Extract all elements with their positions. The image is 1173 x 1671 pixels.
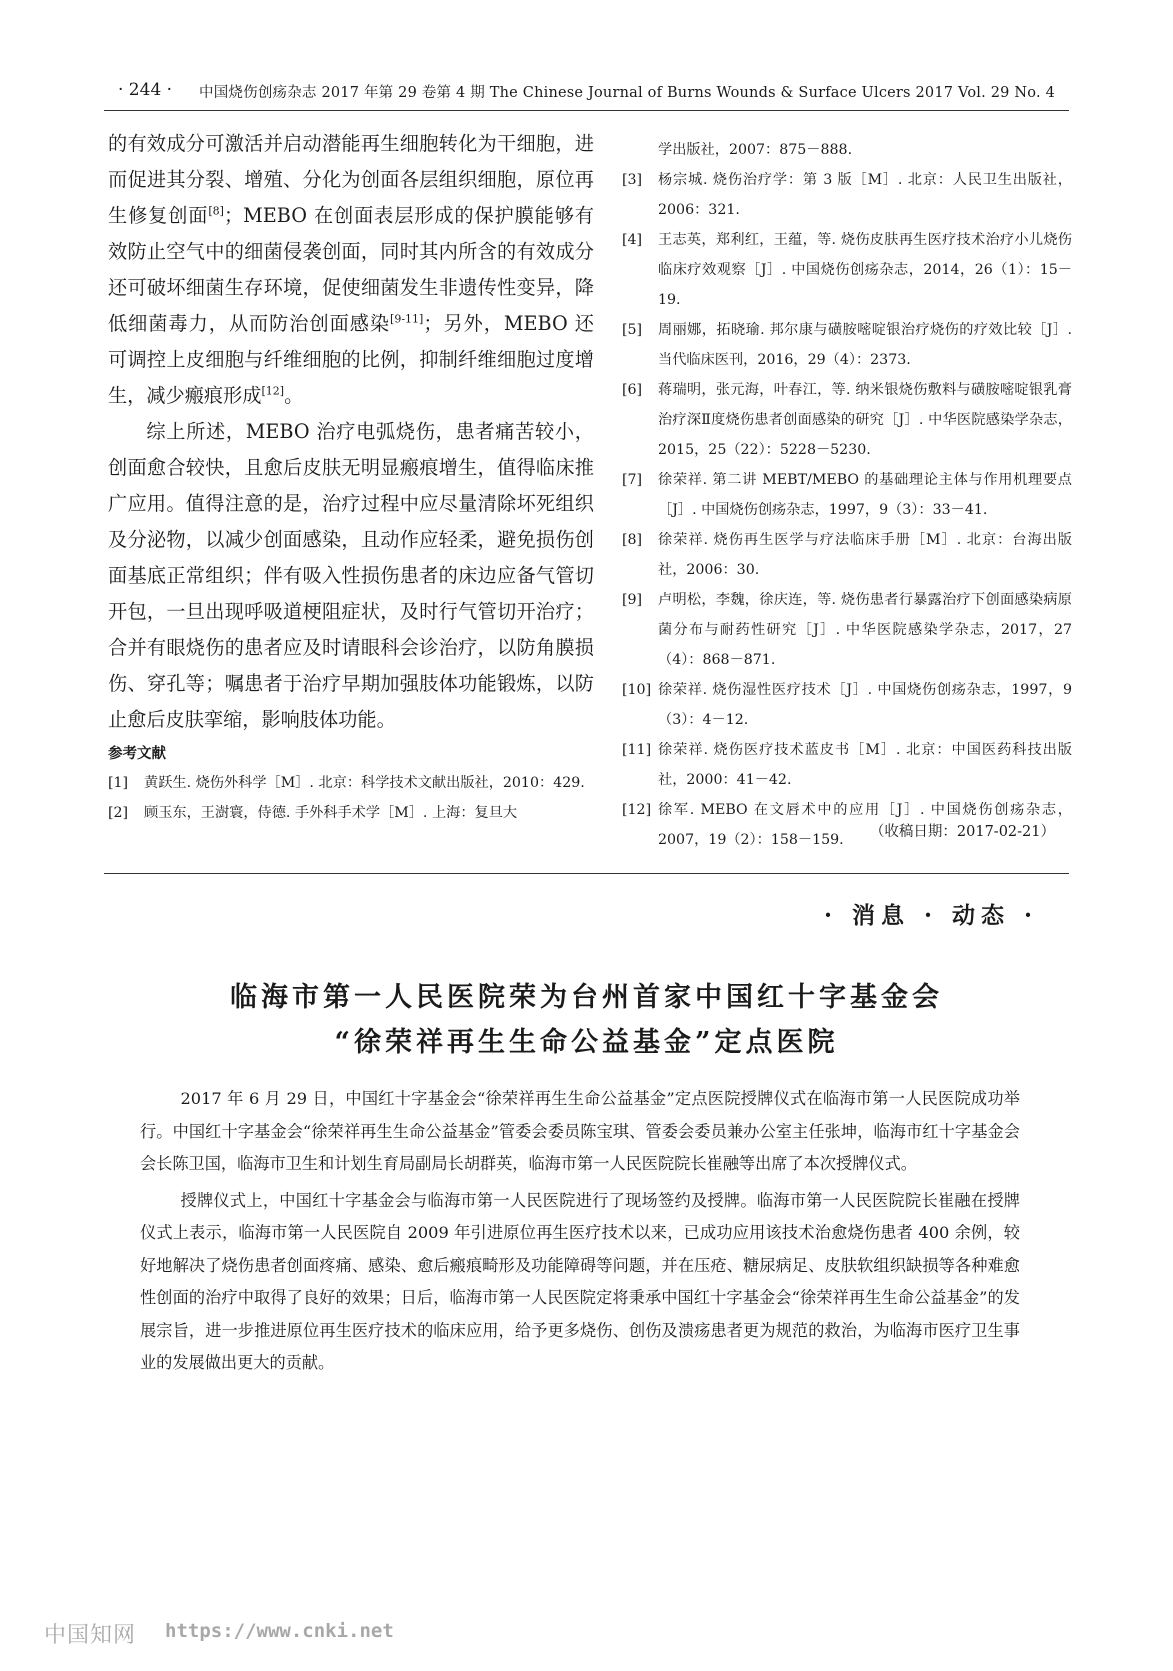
news-paragraph-1: 2017 年 6 月 29 日，中国红十字基金会“徐荣祥再生生命公益基金”定点医院授牌仪式在临海市第一人民医院成功举行。中国红十字基金会“徐荣祥再生生命公益基金”管委会委员陈宝琪、管委会委员兼办公室主任张坤，临海市红十字基金会会长陈卫国，临海市卫生和计划生育局副局长胡群英，临海市第一人民医院院长崔融等出席了本次授牌仪式。 (140, 1089, 1020, 1173)
reference-text: 徐荣祥. 烧伤湿性医疗技术［J］. 中国烧伤创疡杂志，1997，9（3）：4－12. (658, 682, 1072, 728)
citation-12: [12] (261, 384, 285, 398)
references-heading: 参考文献 (108, 746, 166, 762)
text-run: 。 (284, 384, 304, 407)
reference-item (622, 315, 1072, 375)
reference-text: 卢明松，李魏，徐庆连，等. 烧伤患者行暴露治疗下创面感染病原菌分布与耐药性研究［J］. 中华医院感染学杂志，2017，27（4）：868－871. (658, 592, 1072, 668)
reference-number: [3] (622, 172, 643, 188)
reference-text: 徐荣祥. 第二讲 MEBT/MEBO 的基础理论主体与作用机理要点［J］. 中国烧伤创疡杂志，1997，9（3）：33－41. (658, 472, 1072, 518)
reference-text: 蒋瑞明，张元海，叶春江，等. 纳米银烧伤敷料与磺胺嘧啶银乳膏治疗深Ⅱ度烧伤患者创面感染的研究［J］. 中华医院感染学杂志，2015，25（22）：5228－5230. (658, 382, 1072, 458)
reference-text: 杨宗城. 烧伤治疗学：第 3 版［M］. 北京：人民卫生出版社，2006：321. (658, 172, 1072, 218)
body-paragraph-1 (108, 126, 594, 414)
reference-item (622, 675, 1072, 735)
reference-text: 王志英，郑利红，王蕴，等. 烧伤皮肤再生医疗技术治疗小儿烧伤临床疗效观察［J］. 中国烧伤创疡杂志，2014，26（1）：15－19. (658, 232, 1072, 308)
right-column (622, 135, 1072, 855)
reference-item (622, 165, 1072, 225)
section-label: · 消息 · 动态 · (823, 902, 1038, 929)
reference-item (622, 465, 1072, 525)
left-column (108, 126, 594, 828)
news-body (140, 1083, 1020, 1384)
reference-number: [10] (622, 682, 652, 698)
page-number: · 244 · (118, 80, 173, 100)
reference-text: 黄跃生. 烧伤外科学［M］. 北京：科学技术文献出版社，2010：429. (144, 775, 585, 791)
reference-list-right (622, 165, 1072, 855)
reference-item (108, 798, 594, 828)
reference-text: 徐荣祥. 烧伤再生医学与疗法临床手册［M］. 北京：台海出版社，2006：30. (658, 532, 1072, 578)
reference-number: [1] (108, 775, 129, 791)
reference-number: [7] (622, 472, 643, 488)
reference-item (622, 225, 1072, 315)
reference-item (622, 735, 1072, 795)
reference-number: [5] (622, 322, 643, 338)
reference-text: 徐军. MEBO 在文唇术中的应用［J］. 中国烧伤创疡杂志，2007，19（2）：158－159. (658, 802, 1072, 848)
running-header: 中国烧伤创疡杂志 2017 年第 29 卷第 4 期 The Chinese Journal of Burns Wounds & Surface Ulcers 2017 Vol. 29 No. 4 (199, 85, 1055, 101)
reference-number: [8] (622, 532, 643, 548)
section-divider (104, 873, 1069, 874)
reference-continuation: 学出版社，2007：875－888. (658, 142, 853, 158)
cnki-url-link[interactable]: https://www.cnki.net (165, 1620, 394, 1642)
cnki-logo: 中国知网 (44, 1623, 137, 1648)
news-title-line-2: “徐荣祥再生生命公益基金”定点医院 (334, 1027, 839, 1058)
reference-number: [9] (622, 592, 643, 608)
reference-text: 徐荣祥. 烧伤医疗技术蓝皮书［M］. 北京：中国医药科技出版社，2000：41－42. (658, 742, 1072, 788)
reference-item (622, 375, 1072, 465)
news-paragraph-2: 授牌仪式上，中国红十字基金会与临海市第一人民医院进行了现场签约及授牌。临海市第一人民医院院长崔融在授牌仪式上表示，临海市第一人民医院自 2009 年引进原位再生医疗技术以来，已成功应用该技术治愈烧伤患者 400 余例，较好地解决了烧伤患者创面疼痛、感染、愈后瘢痕畸形及功能障碍等问题，并在压疮、糖尿病足、皮肤软组织缺损等各种难愈性创面的治疗中取得了良好的效果；日后，临海市第一人民医院定将秉承中国红十字基金会“徐荣祥再生生命公益基金”的发展宗旨，进一步推进原位再生医疗技术的临床应用，给予更多烧伤、创伤及溃疡患者更为规范的救治，为临海市医疗卫生事业的发展做出更大的贡献。 (140, 1190, 1020, 1372)
reference-number: [6] (622, 382, 643, 398)
reference-text: 顾玉东，王澍寰，侍德. 手外科手术学［M］. 上海：复旦大 (144, 805, 518, 821)
reference-number: [4] (622, 232, 643, 248)
citation-8: [8] (208, 204, 224, 218)
reference-number: [12] (622, 802, 652, 818)
header-rule (104, 110, 1069, 111)
reference-item (622, 525, 1072, 585)
reference-number: [2] (108, 805, 129, 821)
received-date: （收稿日期：2017-02-21） (869, 824, 1055, 840)
body-paragraph-2: 综上所述，MEBO 治疗电弧烧伤，患者痛苦较小，创面愈合较快，且愈后皮肤无明显瘢痕增生，值得临床推广应用。值得注意的是，治疗过程中应尽量清除坏死组织及分泌物，以减少创面感染，且动作应轻柔，避免损伤创面基底正常组织；伴有吸入性损伤患者的床边应备气管切开包，一旦出现呼吸道梗阻症状，及时行气管切开治疗；合并有眼烧伤的患者应及时请眼科会诊治疗，以防角膜损伤、穿孔等；嘱患者于治疗早期加强肢体功能锻炼，以防止愈后皮肤挛缩，影响肢体功能。 (108, 420, 594, 731)
reference-number: [11] (622, 742, 652, 758)
news-title-line-1: 临海市第一人民医院荣为台州首家中国红十字基金会 (230, 982, 943, 1013)
text-run: ；MEBO 在创面表层形成的保护膜能够有效防止空气中的细菌侵袭创面，同时其内所含的有效成分还可破坏细菌生存环境，促使细菌发生非遗传性变异，降低细菌毒力，从而防治创面感染 (108, 204, 594, 335)
reference-list-left (108, 768, 594, 828)
reference-text: 周丽娜，拓晓瑜. 邦尔康与磺胺嘧啶银治疗烧伤的疗效比较［J］. 当代临床医刊，2016，29（4）：2373. (658, 322, 1072, 368)
text-run: ；另外，MEBO 还可调控上皮细胞与纤维细胞的比例，抑制纤维细胞过度增生，减少瘢痕形成 (108, 312, 594, 407)
citation-9-11: [9-11] (390, 312, 424, 326)
reference-item (108, 768, 594, 798)
news-title (104, 975, 1069, 1065)
reference-item (622, 585, 1072, 675)
text-run: 的有效成分可激活并启动潜能再生细胞转化为干细胞，进而促进其分裂、增殖、分化为创面各层组织细胞，原位再生修复创面 (108, 132, 594, 227)
